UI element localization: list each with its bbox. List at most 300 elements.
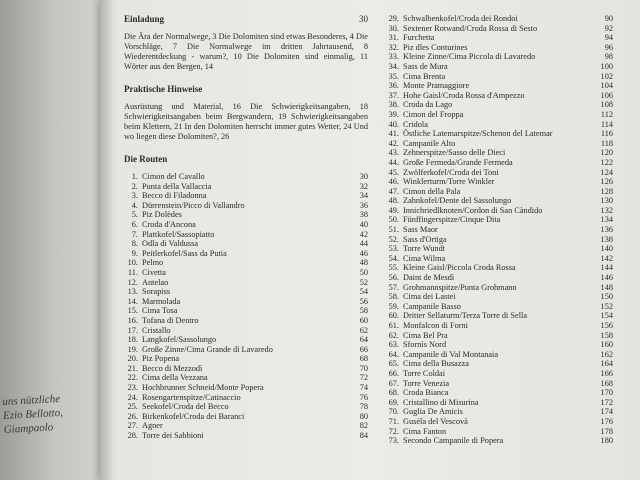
toc-entry bbox=[385, 407, 613, 417]
entry-page: 62 bbox=[359, 325, 368, 335]
toc-entry bbox=[385, 33, 613, 43]
entry-number: 4. bbox=[131, 200, 138, 210]
entry-number: 2. bbox=[131, 181, 138, 191]
entry-title: Peitlerkofel/Sass da Putia bbox=[142, 248, 227, 258]
entry-page: 146 bbox=[600, 273, 613, 283]
entry-title: Guglia De Amicis bbox=[403, 407, 463, 417]
entry-title: Punta della Vallaccia bbox=[142, 181, 212, 191]
entry-number: 8. bbox=[131, 239, 138, 249]
entry-title: Sfornìs Nord bbox=[403, 340, 447, 350]
entry-title: Cima della Busazza bbox=[403, 359, 469, 369]
entry-number: 11. bbox=[127, 267, 138, 277]
entry-title: Croda da Lago bbox=[403, 100, 453, 110]
entry-page: 76 bbox=[359, 392, 368, 402]
section-title: Einladung bbox=[124, 14, 165, 24]
entry-number: 58. bbox=[388, 292, 399, 302]
entry-page: 112 bbox=[600, 109, 613, 119]
entry-title: Östliche Latemarspitze/Schenon del Latemar bbox=[403, 129, 553, 139]
toc-entry bbox=[385, 388, 613, 398]
toc-entry bbox=[385, 254, 613, 264]
entry-title: Agner bbox=[142, 421, 163, 431]
facing-page-text bbox=[2, 390, 102, 437]
entry-title: Fünffingerspitze/Cinque Dita bbox=[403, 215, 501, 225]
entry-page: 46 bbox=[359, 248, 368, 258]
entry-number: 69. bbox=[388, 397, 399, 407]
entry-page: 148 bbox=[600, 282, 613, 292]
entry-page: 158 bbox=[600, 330, 613, 340]
entry-number: 66. bbox=[388, 368, 399, 378]
toc-entry bbox=[385, 81, 613, 91]
entry-number: 6. bbox=[131, 219, 138, 229]
toc-entry bbox=[124, 230, 368, 240]
entry-title: Kleine Gaisl/Piccola Croda Rossa bbox=[403, 263, 516, 273]
entry-page: 136 bbox=[600, 225, 613, 235]
entry-number: 34. bbox=[388, 61, 399, 71]
entry-page: 104 bbox=[600, 81, 613, 91]
entry-number: 12. bbox=[127, 277, 138, 287]
entry-number: 24. bbox=[127, 392, 138, 402]
entry-title: Sorapiss bbox=[142, 287, 171, 297]
entry-page: 150 bbox=[600, 292, 613, 302]
entry-page: 42 bbox=[359, 229, 368, 239]
toc-entry bbox=[385, 120, 613, 130]
toc-entry bbox=[385, 14, 613, 24]
toc-entry bbox=[124, 201, 368, 211]
entry-number: 26. bbox=[127, 411, 138, 421]
entry-page: 96 bbox=[604, 42, 613, 52]
facing-line: uns nützliche bbox=[2, 392, 61, 408]
toc-entry bbox=[385, 359, 613, 369]
toc-page bbox=[100, 0, 640, 480]
toc-entry bbox=[124, 210, 368, 220]
toc-entry bbox=[124, 373, 368, 383]
entry-page: 72 bbox=[359, 373, 368, 383]
entry-number: 16. bbox=[127, 315, 138, 325]
entry-number: 44. bbox=[388, 157, 399, 167]
entry-number: 54. bbox=[388, 253, 399, 263]
entry-page: 64 bbox=[359, 335, 368, 345]
entry-page: 164 bbox=[600, 359, 613, 369]
entry-page: 168 bbox=[600, 378, 613, 388]
toc-entry bbox=[124, 182, 368, 192]
toc-entry bbox=[385, 72, 613, 82]
entry-number: 33. bbox=[388, 52, 399, 62]
entry-title: Cimon della Pala bbox=[403, 186, 461, 196]
section-einladung bbox=[124, 14, 368, 24]
einladung-text: Die Ära der Normalwege, 3 Die Dolomiten sind etwas Besonderes, 4 Die Vorschläge, 7 Die Normalwege im dritten Jahrtausend, 8 Wiederentdeckung - warum?, 10 Die Dolomiten sind einmalig, 11 Wörter aus den Bergen, 14 bbox=[124, 32, 368, 71]
toc-entry bbox=[124, 421, 368, 431]
toc-entry bbox=[385, 129, 613, 139]
entry-title: Zehnerspitze/Sasso delle Dieci bbox=[403, 148, 506, 158]
entry-title: Campanile Basso bbox=[403, 301, 461, 311]
entry-number: 23. bbox=[127, 383, 138, 393]
entry-title: Cima Brenta bbox=[403, 71, 446, 81]
toc-entry bbox=[385, 215, 613, 225]
entry-page: 50 bbox=[359, 267, 368, 277]
section-page: 30 bbox=[359, 14, 368, 24]
toc-entry bbox=[124, 249, 368, 259]
toc-entry bbox=[385, 244, 613, 254]
entry-page: 40 bbox=[359, 219, 368, 229]
entry-number: 63. bbox=[388, 340, 399, 350]
entry-title: Zwölferkofel/Croda dei Toni bbox=[403, 167, 499, 177]
entry-page: 102 bbox=[600, 71, 613, 81]
entry-number: 3. bbox=[131, 191, 138, 201]
routes-list-right bbox=[385, 14, 613, 446]
entry-title: Campanile Alto bbox=[403, 138, 456, 148]
toc-entry bbox=[385, 225, 613, 235]
entry-number: 53. bbox=[388, 244, 399, 254]
entry-title: Cimon del Froppa bbox=[403, 109, 464, 119]
entry-number: 64. bbox=[388, 349, 399, 359]
entry-number: 40. bbox=[388, 119, 399, 129]
entry-page: 100 bbox=[600, 61, 613, 71]
entry-title: Hohe Gaisl/Croda Rossa d'Ampezzo bbox=[403, 90, 525, 100]
section-title: Die Routen bbox=[124, 154, 168, 164]
entry-number: 68. bbox=[388, 388, 399, 398]
toc-entry bbox=[124, 316, 368, 326]
entry-number: 50. bbox=[388, 215, 399, 225]
entry-page: 70 bbox=[359, 363, 368, 373]
toc-entry bbox=[124, 393, 368, 403]
entry-page: 54 bbox=[359, 287, 368, 297]
toc-entry bbox=[124, 383, 368, 393]
entry-number: 52. bbox=[388, 234, 399, 244]
section-title: Praktische Hinweise bbox=[124, 84, 203, 94]
toc-entry bbox=[385, 311, 613, 321]
toc-entry bbox=[385, 398, 613, 408]
entry-title: Campanile di Val Montanaia bbox=[403, 349, 499, 359]
entry-page: 160 bbox=[600, 340, 613, 350]
entry-title: Furchetta bbox=[403, 33, 435, 43]
entry-number: 41. bbox=[388, 129, 399, 139]
toc-entry bbox=[124, 431, 368, 441]
entry-page: 30 bbox=[359, 172, 368, 181]
entry-title: Marmolada bbox=[142, 296, 181, 306]
entry-number: 13. bbox=[127, 287, 138, 297]
entry-number: 37. bbox=[388, 90, 399, 100]
entry-page: 94 bbox=[604, 33, 613, 43]
entry-title: Odla di Valdussa bbox=[142, 239, 199, 249]
entry-page: 36 bbox=[359, 200, 368, 210]
entry-number: 60. bbox=[388, 311, 399, 321]
entry-title: Torre Venezia bbox=[403, 378, 450, 388]
entry-title: Piz Popena bbox=[142, 354, 180, 364]
entry-title: Gusèla del Vescovà bbox=[403, 416, 468, 426]
entry-page: 130 bbox=[600, 196, 613, 206]
entry-title: Cima dei Lastei bbox=[403, 292, 456, 302]
entry-page: 82 bbox=[359, 421, 368, 431]
entry-number: 73. bbox=[388, 436, 399, 446]
entry-number: 42. bbox=[388, 138, 399, 148]
entry-page: 48 bbox=[359, 258, 368, 268]
entry-page: 166 bbox=[600, 368, 613, 378]
toc-entry bbox=[385, 340, 613, 350]
toc-entry bbox=[124, 306, 368, 316]
entry-page: 142 bbox=[600, 253, 613, 263]
facing-line: Ezio Bellotto, bbox=[2, 406, 64, 422]
entry-title: Piz dles Conturines bbox=[403, 42, 468, 52]
entry-number: 9. bbox=[131, 248, 138, 258]
entry-page: 106 bbox=[600, 90, 613, 100]
toc-entry bbox=[385, 168, 613, 178]
entry-title: Zahnkofel/Dente del Sassolungo bbox=[403, 196, 512, 206]
entry-title: Sass d'Ortiga bbox=[403, 234, 447, 244]
toc-entry bbox=[124, 278, 368, 288]
entry-title: Große Fermeda/Grande Fermeda bbox=[403, 157, 513, 167]
entry-number: 56. bbox=[388, 273, 399, 283]
toc-entry bbox=[385, 417, 613, 427]
toc-entry bbox=[124, 335, 368, 345]
entry-number: 62. bbox=[388, 330, 399, 340]
entry-title: Langkofel/Sassolungo bbox=[142, 335, 217, 345]
toc-entry bbox=[385, 158, 613, 168]
entry-title: Piz Dolèdes bbox=[142, 210, 182, 220]
entry-page: 114 bbox=[600, 119, 613, 129]
toc-entry bbox=[385, 43, 613, 53]
toc-entry bbox=[385, 177, 613, 187]
entry-number: 36. bbox=[388, 81, 399, 91]
toc-entry bbox=[385, 187, 613, 197]
entry-title: Große Zinne/Cima Grande di Lavaredo bbox=[142, 344, 273, 354]
toc-entry bbox=[385, 235, 613, 245]
toc-entry bbox=[124, 287, 368, 297]
entry-page: 44 bbox=[359, 239, 368, 249]
entry-page: 178 bbox=[600, 426, 613, 436]
toc-entry bbox=[124, 402, 368, 412]
entry-page: 174 bbox=[600, 407, 613, 417]
entry-number: 18. bbox=[127, 335, 138, 345]
entry-title: Becco di Filadonna bbox=[142, 191, 207, 201]
entry-page: 34 bbox=[359, 191, 368, 201]
entry-page: 66 bbox=[359, 344, 368, 354]
entry-title: Sass de Mura bbox=[403, 61, 448, 71]
entry-title: Cristallino di Misurina bbox=[403, 397, 479, 407]
entry-page: 144 bbox=[600, 263, 613, 273]
entry-number: 48. bbox=[388, 196, 399, 206]
entry-title: Daint de Mesdì bbox=[403, 273, 455, 283]
entry-title: Rosengartenspitze/Catinaccio bbox=[142, 392, 241, 402]
entry-number: 65. bbox=[388, 359, 399, 369]
toc-entry bbox=[385, 369, 613, 379]
entry-number: 59. bbox=[388, 301, 399, 311]
entry-number: 29. bbox=[388, 14, 399, 23]
entry-page: 52 bbox=[359, 277, 368, 287]
entry-page: 170 bbox=[600, 388, 613, 398]
entry-title: Cimon del Cavallo bbox=[142, 172, 205, 181]
entry-page: 38 bbox=[359, 210, 368, 220]
entry-title: Croda Bianca bbox=[403, 388, 449, 398]
entry-title: Croda d'Ancona bbox=[142, 219, 196, 229]
entry-number: 71. bbox=[388, 416, 399, 426]
entry-title: Torre dei Sabbioni bbox=[142, 431, 204, 441]
entry-number: 15. bbox=[127, 306, 138, 316]
entry-title: Sass Maor bbox=[403, 225, 438, 235]
entry-title: Secondo Campanile di Popera bbox=[403, 436, 504, 446]
toc-entry bbox=[385, 350, 613, 360]
entry-page: 126 bbox=[600, 177, 613, 187]
entry-page: 132 bbox=[600, 205, 613, 215]
entry-title: Monfalcon di Forni bbox=[403, 321, 468, 330]
entry-title: Torre Wundt bbox=[403, 244, 446, 254]
entry-number: 61. bbox=[388, 321, 399, 330]
entry-number: 49. bbox=[388, 205, 399, 215]
entry-page: 92 bbox=[604, 23, 613, 33]
entry-page: 154 bbox=[600, 311, 613, 321]
entry-page: 68 bbox=[359, 354, 368, 364]
routes-list-left bbox=[124, 172, 368, 441]
entry-number: 38. bbox=[388, 100, 399, 110]
entry-page: 32 bbox=[359, 181, 368, 191]
entry-page: 98 bbox=[604, 52, 613, 62]
entry-page: 140 bbox=[600, 244, 613, 254]
toc-left-column bbox=[124, 14, 368, 441]
hinweise-text: Ausrüstung und Material, 16 Die Schwierigkeitsangaben, 18 Schwierigkeitsangaben beim Bergwandern, 19 Schwierigkeitsangaben beim Klettern, 21 In den Dolomiten herrscht immer gutes Wetter, 24 Und wo liegen diese Dolomiten?, 26 bbox=[124, 102, 368, 141]
entry-page: 162 bbox=[600, 349, 613, 359]
toc-entry bbox=[385, 436, 613, 446]
entry-page: 74 bbox=[359, 383, 368, 393]
toc-entry bbox=[124, 220, 368, 230]
entry-title: Winklerturm/Torre Winkler bbox=[403, 177, 495, 187]
entry-number: 22. bbox=[127, 373, 138, 383]
facing-page-edge bbox=[0, 0, 100, 480]
entry-title: Civetta bbox=[142, 267, 166, 277]
entry-page: 180 bbox=[600, 436, 613, 446]
entry-number: 47. bbox=[388, 186, 399, 196]
entry-title: Cima Wilma bbox=[403, 253, 446, 263]
entry-title: Monte Pramaggiore bbox=[403, 81, 470, 91]
entry-page: 134 bbox=[600, 215, 613, 225]
entry-number: 45. bbox=[388, 167, 399, 177]
entry-number: 55. bbox=[388, 263, 399, 273]
entry-number: 27. bbox=[127, 421, 138, 431]
entry-title: Dritter Sellaturm/Terza Torre di Sella bbox=[403, 311, 528, 321]
entry-title: Plattkofel/Sassopiatto bbox=[142, 229, 215, 239]
entry-number: 21. bbox=[127, 363, 138, 373]
toc-entry bbox=[385, 110, 613, 120]
toc-entry bbox=[385, 379, 613, 389]
entry-number: 17. bbox=[127, 325, 138, 335]
toc-entry bbox=[385, 292, 613, 302]
toc-entry bbox=[124, 258, 368, 268]
entry-title: Cridola bbox=[403, 119, 428, 129]
entry-title: Grohmannspitze/Punta Grohmann bbox=[403, 282, 517, 292]
facing-line: Giampaolo bbox=[3, 421, 54, 436]
entry-title: Cima Bel Pra bbox=[403, 330, 448, 340]
entry-title: Cristallo bbox=[142, 325, 171, 335]
toc-entry bbox=[385, 273, 613, 283]
entry-page: 116 bbox=[600, 129, 613, 139]
entry-number: 31. bbox=[388, 33, 399, 43]
entry-title: Antelao bbox=[142, 277, 169, 287]
entry-title: Pelmo bbox=[142, 258, 164, 268]
toc-entry bbox=[385, 148, 613, 158]
entry-page: 172 bbox=[600, 397, 613, 407]
section-hinweise bbox=[124, 84, 368, 94]
entry-page: 122 bbox=[600, 157, 613, 167]
entry-title: Dürrenstein/Picco di Vallandro bbox=[142, 200, 245, 210]
entry-number: 19. bbox=[127, 344, 138, 354]
toc-entry bbox=[124, 172, 368, 182]
entry-title: Cima della Vezzana bbox=[142, 373, 208, 383]
entry-number: 5. bbox=[131, 210, 138, 220]
entry-number: 35. bbox=[388, 71, 399, 81]
entry-number: 7. bbox=[131, 229, 138, 239]
toc-entry bbox=[124, 297, 368, 307]
toc-entry bbox=[385, 427, 613, 437]
toc-entry bbox=[124, 239, 368, 249]
entry-number: 70. bbox=[388, 407, 399, 417]
entry-page: 78 bbox=[359, 402, 368, 412]
toc-entry bbox=[385, 24, 613, 34]
entry-title: Tofana di Dentro bbox=[142, 315, 199, 325]
toc-entry bbox=[385, 139, 613, 149]
entry-title: Torre Coldai bbox=[403, 368, 446, 378]
toc-entry bbox=[385, 263, 613, 273]
entry-title: Cima Fanton bbox=[403, 426, 447, 436]
toc-entry bbox=[385, 321, 613, 331]
entry-number: 43. bbox=[388, 148, 399, 158]
entry-page: 90 bbox=[604, 14, 613, 23]
entry-page: 176 bbox=[600, 416, 613, 426]
toc-entry bbox=[124, 268, 368, 278]
entry-number: 46. bbox=[388, 177, 399, 187]
toc-entry bbox=[124, 191, 368, 201]
entry-number: 57. bbox=[388, 282, 399, 292]
toc-entry bbox=[124, 354, 368, 364]
toc-entry bbox=[385, 196, 613, 206]
toc-entry bbox=[385, 206, 613, 216]
entry-title: Birkenkofel/Croda dei Baranci bbox=[142, 411, 245, 421]
entry-number: 28. bbox=[127, 431, 138, 441]
entry-page: 56 bbox=[359, 296, 368, 306]
entry-number: 51. bbox=[388, 225, 399, 235]
entry-number: 25. bbox=[127, 402, 138, 412]
entry-number: 14. bbox=[127, 296, 138, 306]
section-routen bbox=[124, 154, 368, 164]
entry-title: Sextener Rotwand/Croda Rossa di Sesto bbox=[403, 23, 538, 33]
toc-entry bbox=[124, 345, 368, 355]
toc-entry bbox=[124, 412, 368, 422]
entry-page: 128 bbox=[600, 186, 613, 196]
entry-number: 32. bbox=[388, 42, 399, 52]
entry-title: Seekofel/Croda del Becco bbox=[142, 402, 229, 412]
entry-number: 30. bbox=[388, 23, 399, 33]
toc-entry bbox=[385, 52, 613, 62]
toc-entry bbox=[124, 326, 368, 336]
entry-title: Hochbrunner Schneid/Monte Popera bbox=[142, 383, 264, 393]
entry-page: 138 bbox=[600, 234, 613, 244]
toc-entry bbox=[385, 302, 613, 312]
entry-page: 120 bbox=[600, 148, 613, 158]
entry-page: 108 bbox=[600, 100, 613, 110]
entry-number: 72. bbox=[388, 426, 399, 436]
toc-entry bbox=[385, 283, 613, 293]
entry-number: 1. bbox=[131, 172, 138, 181]
entry-title: Innichriedlknoten/Cordon di San Càndido bbox=[403, 205, 543, 215]
entry-page: 60 bbox=[359, 315, 368, 325]
entry-page: 84 bbox=[359, 431, 368, 441]
entry-page: 156 bbox=[600, 321, 613, 330]
entry-title: Schwalbenkofel/Croda dei Rondoi bbox=[403, 14, 518, 23]
entry-number: 39. bbox=[388, 109, 399, 119]
toc-entry bbox=[385, 100, 613, 110]
toc-entry bbox=[385, 62, 613, 72]
toc-entry bbox=[385, 331, 613, 341]
entry-title: Cima Tosa bbox=[142, 306, 178, 316]
entry-number: 10. bbox=[127, 258, 138, 268]
toc-entry bbox=[385, 91, 613, 101]
